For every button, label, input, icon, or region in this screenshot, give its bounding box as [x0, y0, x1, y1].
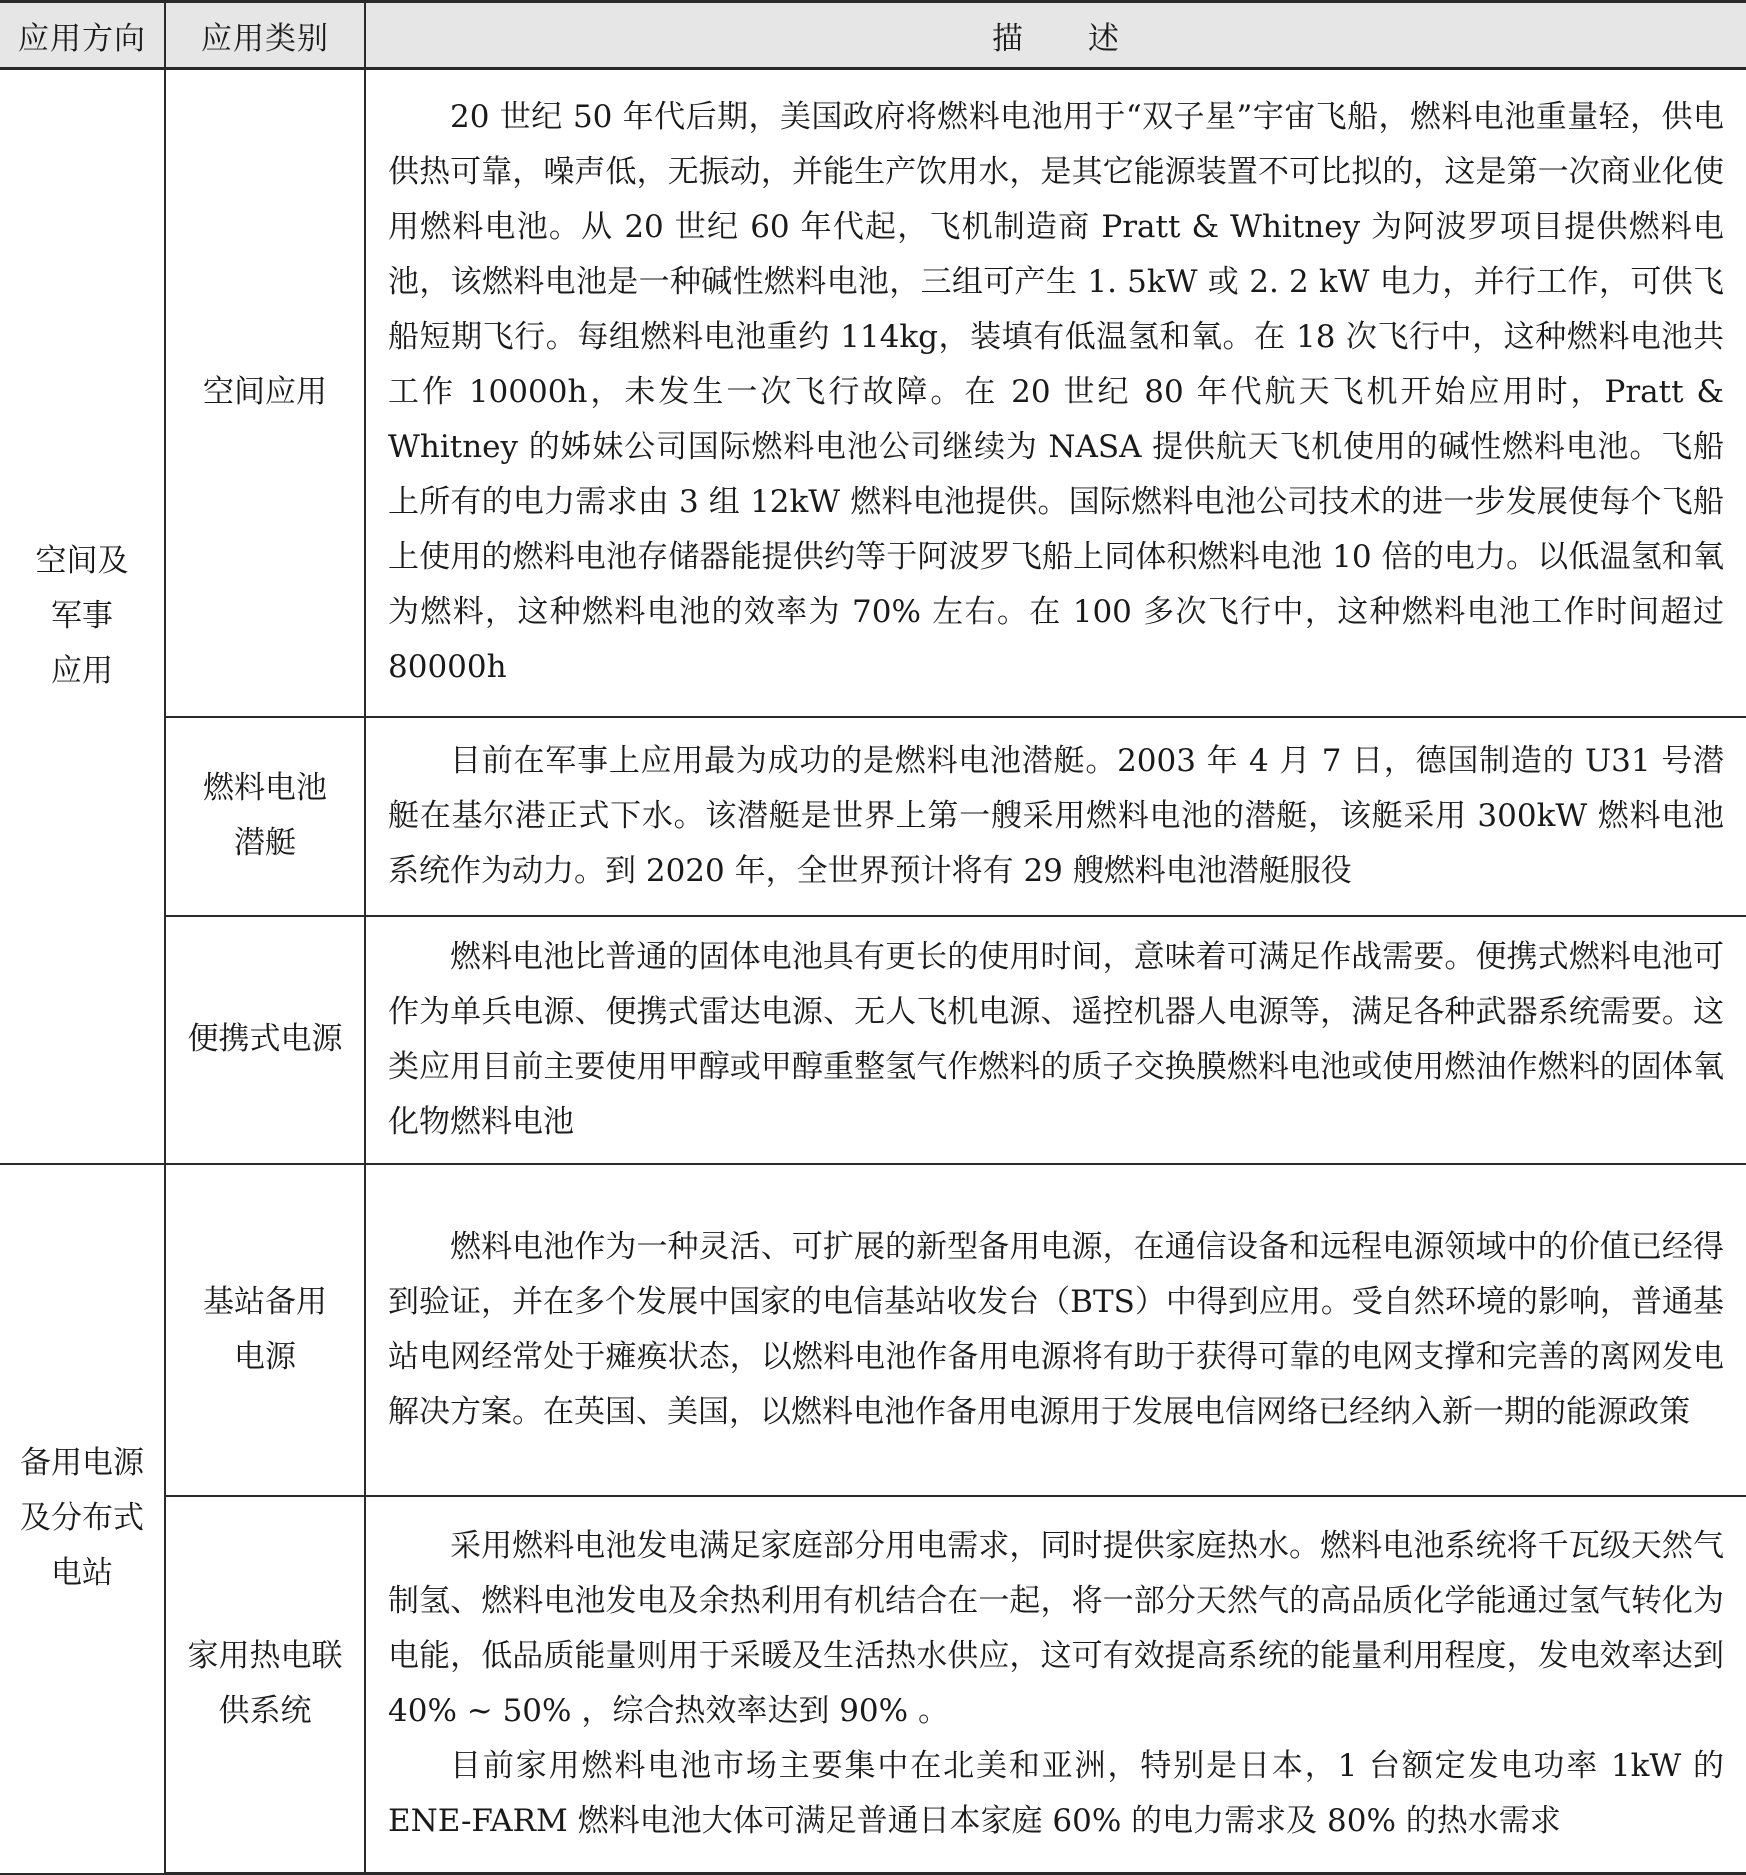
- header-description: 描 述: [365, 2, 1746, 69]
- direction-line: 备用电源: [20, 1445, 144, 1481]
- description-paragraph: 目前家用燃料电池市场主要集中在北美和亚洲，特别是日本，1 台额定发电功率 1kW 的 ENE-FARM 燃料电池大体可满足普通日本家庭 60% 的电力需求及 80% 的热水需求: [388, 1748, 1724, 1840]
- description-paragraph: 燃料电池作为一种灵活、可扩展的新型备用电源，在通信设备和远程电源领域中的价值已经得到验证，并在多个发展中国家的电信基站收发台（BTS）中得到应用。受自然环境的影响，普通基站电网经常处于瘫痪状态，以燃料电池作备用电源将有助于获得可靠的电网支撑和完善的离网发电解决方案。在英国、美国，以燃料电池作备用电源用于发展电信网络已经纳入新一期的能源政策: [388, 1228, 1724, 1430]
- direction-line: 应用: [51, 652, 113, 689]
- category-line: 空间应用: [203, 374, 327, 411]
- category-cell-home-chp: [165, 1496, 365, 1874]
- table-row: [0, 916, 1746, 1164]
- direction-cell-space-military: [0, 69, 165, 1164]
- category-line: 电源: [234, 1338, 296, 1375]
- category-line: 燃料电池: [203, 770, 327, 806]
- category-line: 家用热电联: [187, 1638, 343, 1675]
- table-row: [0, 1496, 1746, 1874]
- category-cell-portable: [165, 916, 365, 1164]
- header-category: 应用类别: [165, 2, 365, 69]
- description-cell-base-station: [365, 1164, 1746, 1496]
- category-line: 潜艇: [234, 825, 296, 861]
- table-row: [0, 1164, 1746, 1496]
- header-row: [0, 2, 1746, 69]
- description-paragraph: 燃料电池比普通的固体电池具有更长的使用时间，意味着可满足作战需要。便携式燃料电池可作为单兵电源、便携式雷达电源、无人飞机电源、遥控机器人电源等，满足各种武器系统需要。这类应用目前主要使用甲醇或甲醇重整氢气作燃料的质子交换膜燃料电池或使用燃油作燃料的固体氧化物燃料电池: [388, 938, 1724, 1140]
- direction-line: 军事: [51, 597, 113, 634]
- direction-line: 电站: [51, 1555, 113, 1591]
- description-cell-home-chp: [365, 1496, 1746, 1874]
- description-cell-portable: [365, 916, 1746, 1164]
- category-cell-space: [165, 69, 365, 717]
- table-row: [0, 69, 1746, 717]
- category-line: 基站备用: [203, 1283, 327, 1320]
- direction-line: 及分布式: [20, 1500, 144, 1536]
- direction-cell-backup-distributed: [0, 1164, 165, 1874]
- description-paragraph: 目前在军事上应用最为成功的是燃料电池潜艇。2003 年 4 月 7 日，德国制造的 U31 号潜艇在基尔港正式下水。该潜艇是世界上第一艘采用燃料电池的潜艇，该艇采用 300kW 燃料电池系统作为动力。到 2020 年，全世界预计将有 29 艘燃料电池潜艇服役: [388, 742, 1724, 889]
- description-cell-space: [365, 69, 1746, 717]
- category-cell-base-station: [165, 1164, 365, 1496]
- category-cell-submarine: [165, 717, 365, 916]
- description-paragraph: 采用燃料电池发电满足家庭部分用电需求，同时提供家庭热水。燃料电池系统将千瓦级天然气制氢、燃料电池发电及余热利用有机结合在一起，将一部分天然气的高品质化学能通过氢气转化为电能，低品质能量则用于采暖及生活热水供应，这可有效提高系统的能量利用程度，发电效率达到 40% ~ 50% ，综合热效率达到 90% 。: [388, 1528, 1724, 1730]
- category-line: 供系统: [218, 1693, 312, 1730]
- table-row: [0, 717, 1746, 916]
- direction-line: 空间及: [35, 542, 129, 579]
- description-paragraph: 20 世纪 50 年代后期，美国政府将燃料电池用于“双子星”宇宙飞船，燃料电池重量轻，供电供热可靠，噪声低，无振动，并能生产饮用水，是其它能源装置不可比拟的，这是第一次商业化使用燃料电池。从 20 世纪 60 年代起，飞机制造商 Pratt & Whitney 为阿波罗项目提供燃料电池，该燃料电池是一种碱性燃料电池，三组可产生 1. 5kW 或 2. 2 kW 电力，并行工作，可供飞船短期飞行。每组燃料电池重约 114kg，装填有低温氢和氧。在 18 次飞行中，这种燃料电池共工作 10000h，未发生一次飞行故障。在 20 世纪 80 年代航天飞机开始应用时，Pratt & Whitney 的姊妹公司国际燃料电池公司继续为 NASA 提供航天飞机使用的碱性燃料电池。飞船上所有的电力需求由 3 组 12kW 燃料电池提供。国际燃料电池公司技术的进一步发展使每个飞船上使用的燃料电池存储器能提供约等于阿波罗飞船上同体积燃料电池 10 倍的电力。以低温氢和氧为燃料，这种燃料电池的效率为 70% 左右。在 100 多次飞行中，这种燃料电池工作时间超过 80000h: [388, 99, 1724, 686]
- description-cell-submarine: [365, 717, 1746, 916]
- category-line: 便携式电源: [187, 1021, 343, 1057]
- header-direction: 应用方向: [0, 2, 165, 69]
